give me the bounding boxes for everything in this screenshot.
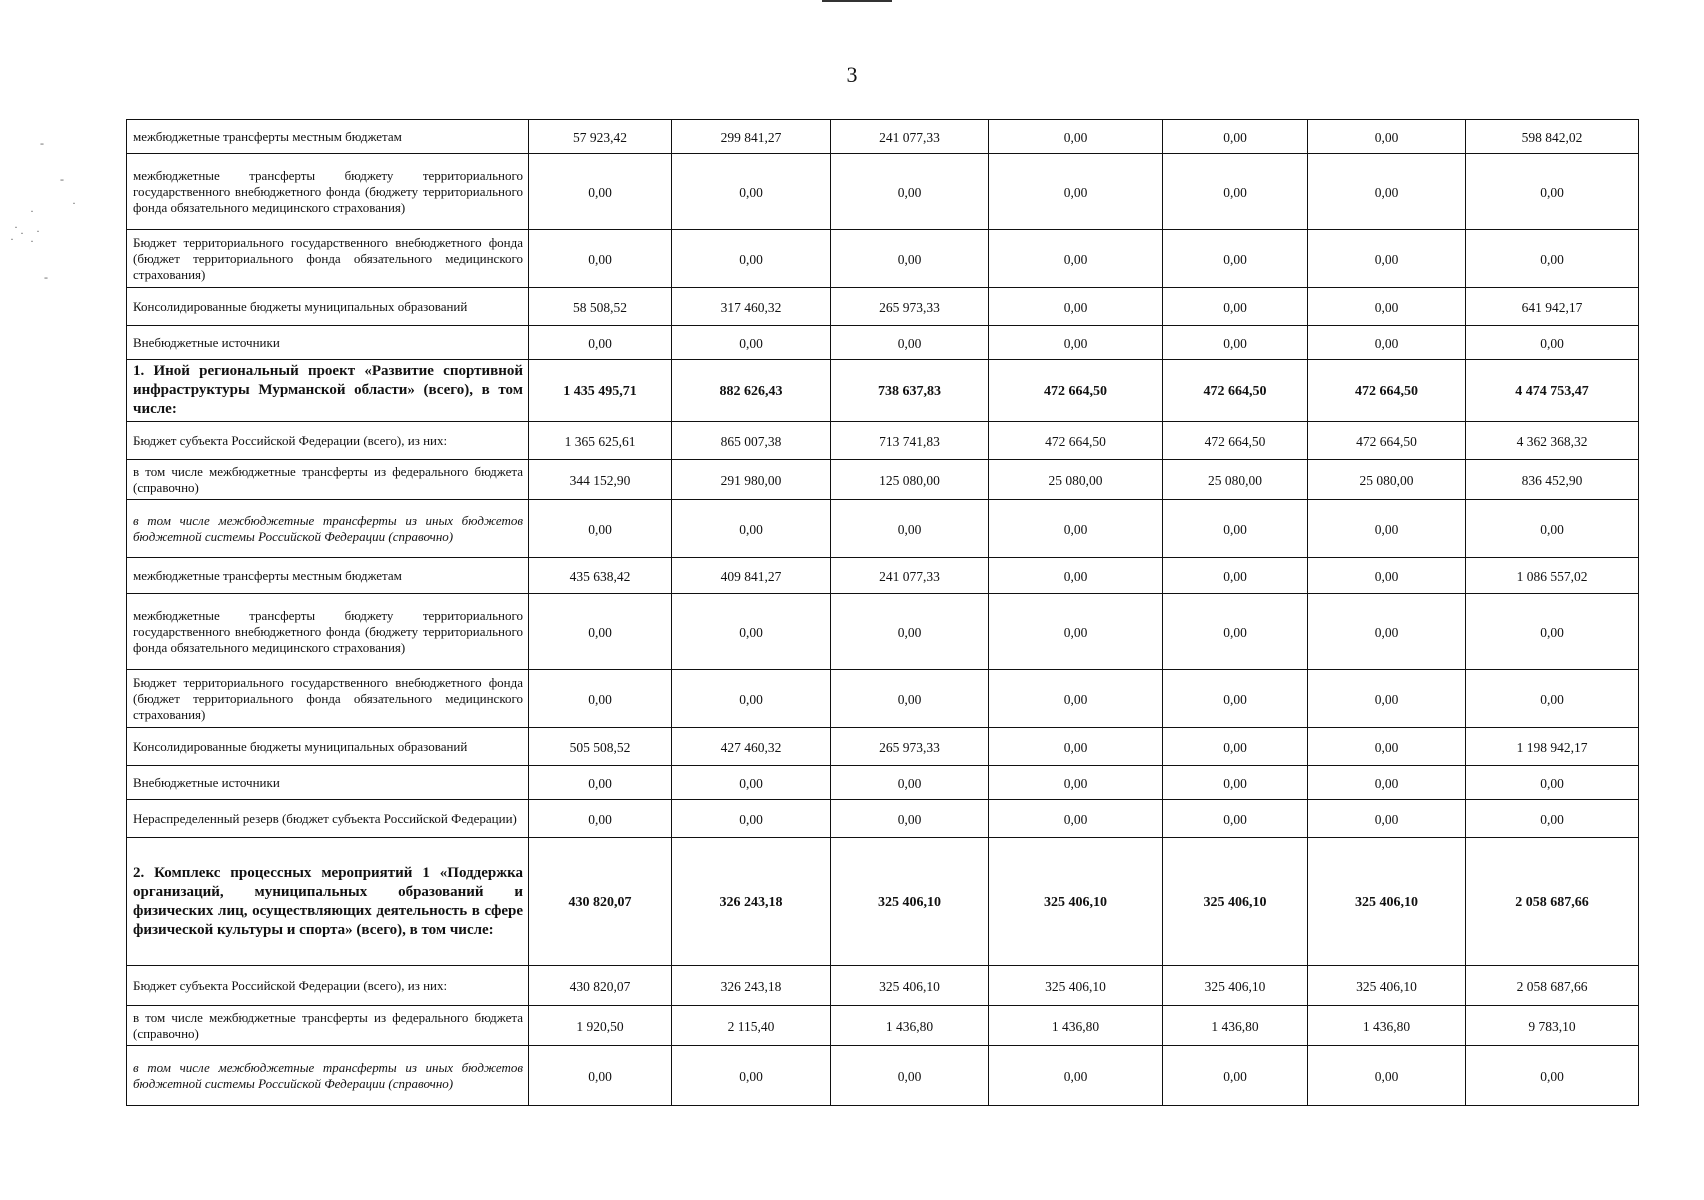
- value-cell: 713 741,83: [831, 422, 989, 460]
- value-cell: 0,00: [529, 766, 672, 800]
- row-total-cell: 0,00: [1466, 154, 1639, 230]
- table-row: [127, 288, 1639, 326]
- value-cell: 0,00: [1308, 288, 1466, 326]
- row-label: Внебюджетные источники: [127, 326, 529, 360]
- value-cell: 0,00: [1308, 326, 1466, 360]
- table-row: [127, 670, 1639, 728]
- value-cell: 0,00: [1308, 558, 1466, 594]
- value-cell: 472 664,50: [989, 360, 1163, 422]
- value-cell: 25 080,00: [1308, 460, 1466, 500]
- row-total-cell: 2 058 687,66: [1466, 838, 1639, 966]
- row-total-cell: 0,00: [1466, 800, 1639, 838]
- value-cell: 2 115,40: [672, 1006, 831, 1046]
- value-cell: 325 406,10: [1308, 966, 1466, 1006]
- value-cell: 505 508,52: [529, 728, 672, 766]
- value-cell: 430 820,07: [529, 838, 672, 966]
- value-cell: 0,00: [529, 500, 672, 558]
- table-row: [127, 728, 1639, 766]
- value-cell: 0,00: [672, 670, 831, 728]
- value-cell: 241 077,33: [831, 558, 989, 594]
- value-cell: 472 664,50: [1308, 360, 1466, 422]
- row-total-cell: 4 362 368,32: [1466, 422, 1639, 460]
- table-row: [127, 766, 1639, 800]
- table-row: [127, 838, 1639, 966]
- row-label: Внебюджетные источники: [127, 766, 529, 800]
- value-cell: 0,00: [529, 670, 672, 728]
- value-cell: 58 508,52: [529, 288, 672, 326]
- value-cell: 0,00: [989, 800, 1163, 838]
- row-label: межбюджетные трансферты бюджету территориального государственного внебюджетного фонда (бюджету территориального фонда обязательного медицинского страхования): [127, 154, 529, 230]
- value-cell: 0,00: [529, 1046, 672, 1106]
- value-cell: 0,00: [831, 500, 989, 558]
- value-cell: 0,00: [989, 766, 1163, 800]
- value-cell: 0,00: [989, 594, 1163, 670]
- table-row: [127, 558, 1639, 594]
- table-row: [127, 500, 1639, 558]
- value-cell: 325 406,10: [989, 838, 1163, 966]
- value-cell: 0,00: [672, 594, 831, 670]
- table-row: [127, 1046, 1639, 1106]
- value-cell: 325 406,10: [1308, 838, 1466, 966]
- value-cell: 430 820,07: [529, 966, 672, 1006]
- table-row: [127, 360, 1639, 422]
- row-label: межбюджетные трансферты бюджету территориального государственного внебюджетного фонда (бюджету территориального фонда обязательного медицинского страхования): [127, 594, 529, 670]
- value-cell: 0,00: [831, 230, 989, 288]
- row-total-cell: 598 842,02: [1466, 120, 1639, 154]
- value-cell: 0,00: [1308, 120, 1466, 154]
- value-cell: 1 436,80: [989, 1006, 1163, 1046]
- value-cell: 0,00: [831, 154, 989, 230]
- table-row: [127, 230, 1639, 288]
- value-cell: 0,00: [529, 800, 672, 838]
- row-label: Бюджет территориального государственного внебюджетного фонда (бюджет территориального фонда обязательного медицинского страхования): [127, 230, 529, 288]
- value-cell: 0,00: [989, 558, 1163, 594]
- value-cell: 1 436,80: [1163, 1006, 1308, 1046]
- value-cell: 0,00: [989, 670, 1163, 728]
- value-cell: 241 077,33: [831, 120, 989, 154]
- row-label: в том числе межбюджетные трансферты из иных бюджетов бюджетной системы Российской Федерации (справочно): [127, 1046, 529, 1106]
- value-cell: 0,00: [1163, 154, 1308, 230]
- value-cell: 882 626,43: [672, 360, 831, 422]
- value-cell: 0,00: [989, 230, 1163, 288]
- value-cell: 326 243,18: [672, 966, 831, 1006]
- row-total-cell: 0,00: [1466, 500, 1639, 558]
- row-label: Бюджет субъекта Российской Федерации (всего), из них:: [127, 966, 529, 1006]
- value-cell: 291 980,00: [672, 460, 831, 500]
- value-cell: 325 406,10: [831, 966, 989, 1006]
- row-label: Нераспределенный резерв (бюджет субъекта Российской Федерации): [127, 800, 529, 838]
- value-cell: 0,00: [672, 1046, 831, 1106]
- value-cell: 435 638,42: [529, 558, 672, 594]
- value-cell: 326 243,18: [672, 838, 831, 966]
- value-cell: 57 923,42: [529, 120, 672, 154]
- value-cell: 0,00: [1308, 154, 1466, 230]
- value-cell: 0,00: [1308, 230, 1466, 288]
- row-total-cell: 1 086 557,02: [1466, 558, 1639, 594]
- value-cell: 0,00: [989, 154, 1163, 230]
- value-cell: 344 152,90: [529, 460, 672, 500]
- value-cell: 1 365 625,61: [529, 422, 672, 460]
- row-label: в том числе межбюджетные трансферты из федерального бюджета (справочно): [127, 1006, 529, 1046]
- value-cell: 0,00: [1163, 288, 1308, 326]
- budget-table-body: [127, 120, 1639, 1106]
- value-cell: 0,00: [1308, 728, 1466, 766]
- row-total-cell: 0,00: [1466, 1046, 1639, 1106]
- value-cell: 0,00: [1163, 500, 1308, 558]
- value-cell: 0,00: [1163, 120, 1308, 154]
- value-cell: 1 436,80: [1308, 1006, 1466, 1046]
- value-cell: 472 664,50: [1163, 360, 1308, 422]
- table-row: [127, 800, 1639, 838]
- value-cell: 0,00: [1163, 594, 1308, 670]
- value-cell: 0,00: [672, 500, 831, 558]
- value-cell: 1 920,50: [529, 1006, 672, 1046]
- row-total-cell: 836 452,90: [1466, 460, 1639, 500]
- value-cell: 0,00: [672, 326, 831, 360]
- scan-margin-marks: - - · · · · · · · -: [10, 136, 76, 284]
- top-rule: [822, 0, 892, 2]
- value-cell: 325 406,10: [1163, 966, 1308, 1006]
- value-cell: 1 435 495,71: [529, 360, 672, 422]
- row-total-cell: 0,00: [1466, 326, 1639, 360]
- row-label: Консолидированные бюджеты муниципальных образований: [127, 728, 529, 766]
- value-cell: 0,00: [1163, 766, 1308, 800]
- value-cell: 0,00: [1163, 230, 1308, 288]
- value-cell: 325 406,10: [1163, 838, 1308, 966]
- value-cell: 0,00: [1308, 1046, 1466, 1106]
- value-cell: 0,00: [1163, 1046, 1308, 1106]
- value-cell: 427 460,32: [672, 728, 831, 766]
- value-cell: 0,00: [672, 154, 831, 230]
- value-cell: 0,00: [1163, 326, 1308, 360]
- value-cell: 0,00: [1308, 670, 1466, 728]
- value-cell: 738 637,83: [831, 360, 989, 422]
- table-row: [127, 594, 1639, 670]
- value-cell: 265 973,33: [831, 728, 989, 766]
- value-cell: 299 841,27: [672, 120, 831, 154]
- value-cell: 0,00: [831, 670, 989, 728]
- value-cell: 1 436,80: [831, 1006, 989, 1046]
- table-row: [127, 1006, 1639, 1046]
- value-cell: 0,00: [831, 1046, 989, 1106]
- value-cell: 0,00: [529, 594, 672, 670]
- value-cell: 0,00: [1308, 766, 1466, 800]
- value-cell: 125 080,00: [831, 460, 989, 500]
- value-cell: 325 406,10: [989, 966, 1163, 1006]
- value-cell: 472 664,50: [1308, 422, 1466, 460]
- row-label: в том числе межбюджетные трансферты из федерального бюджета (справочно): [127, 460, 529, 500]
- value-cell: 0,00: [831, 326, 989, 360]
- value-cell: 0,00: [989, 1046, 1163, 1106]
- row-total-cell: 0,00: [1466, 230, 1639, 288]
- table-row: [127, 460, 1639, 500]
- value-cell: 317 460,32: [672, 288, 831, 326]
- value-cell: 472 664,50: [1163, 422, 1308, 460]
- row-label: межбюджетные трансферты местным бюджетам: [127, 558, 529, 594]
- row-total-cell: 641 942,17: [1466, 288, 1639, 326]
- table-row: [127, 120, 1639, 154]
- value-cell: 0,00: [1308, 594, 1466, 670]
- value-cell: 0,00: [672, 230, 831, 288]
- value-cell: 0,00: [672, 800, 831, 838]
- value-cell: 472 664,50: [989, 422, 1163, 460]
- row-label: 2. Комплекс процессных мероприятий 1 «Поддержка организаций, муниципальных образований и физических лиц, осуществляющих деятельность в сфере физической культуры и спорта» (всего), в том числе:: [127, 838, 529, 966]
- value-cell: 0,00: [831, 766, 989, 800]
- row-total-cell: 2 058 687,66: [1466, 966, 1639, 1006]
- row-total-cell: 4 474 753,47: [1466, 360, 1639, 422]
- row-label: Бюджет субъекта Российской Федерации (всего), из них:: [127, 422, 529, 460]
- value-cell: 0,00: [989, 288, 1163, 326]
- row-label: межбюджетные трансферты местным бюджетам: [127, 120, 529, 154]
- value-cell: 409 841,27: [672, 558, 831, 594]
- value-cell: 0,00: [989, 728, 1163, 766]
- value-cell: 25 080,00: [1163, 460, 1308, 500]
- value-cell: 0,00: [1163, 728, 1308, 766]
- table-row: [127, 154, 1639, 230]
- value-cell: 0,00: [989, 120, 1163, 154]
- value-cell: 0,00: [1163, 558, 1308, 594]
- row-label: 1. Иной региональный проект «Развитие спортивной инфраструктуры Мурманской области» (всего), в том числе:: [127, 360, 529, 422]
- value-cell: 0,00: [529, 230, 672, 288]
- table-row: [127, 966, 1639, 1006]
- value-cell: 0,00: [989, 326, 1163, 360]
- value-cell: 865 007,38: [672, 422, 831, 460]
- row-label: Консолидированные бюджеты муниципальных образований: [127, 288, 529, 326]
- value-cell: 0,00: [529, 154, 672, 230]
- value-cell: 0,00: [989, 500, 1163, 558]
- row-label: в том числе межбюджетные трансферты из иных бюджетов бюджетной системы Российской Федерации (справочно): [127, 500, 529, 558]
- row-total-cell: 9 783,10: [1466, 1006, 1639, 1046]
- row-total-cell: 1 198 942,17: [1466, 728, 1639, 766]
- value-cell: 0,00: [1308, 500, 1466, 558]
- value-cell: 0,00: [1308, 800, 1466, 838]
- budget-table: [126, 119, 1639, 1106]
- page-number: 3: [846, 62, 858, 87]
- value-cell: 0,00: [1163, 670, 1308, 728]
- value-cell: 25 080,00: [989, 460, 1163, 500]
- row-total-cell: 0,00: [1466, 766, 1639, 800]
- value-cell: 0,00: [831, 594, 989, 670]
- value-cell: 265 973,33: [831, 288, 989, 326]
- value-cell: 0,00: [831, 800, 989, 838]
- value-cell: 0,00: [529, 326, 672, 360]
- table-row: [127, 326, 1639, 360]
- row-total-cell: 0,00: [1466, 670, 1639, 728]
- value-cell: 325 406,10: [831, 838, 989, 966]
- table-row: [127, 422, 1639, 460]
- row-total-cell: 0,00: [1466, 594, 1639, 670]
- value-cell: 0,00: [1163, 800, 1308, 838]
- value-cell: 0,00: [672, 766, 831, 800]
- row-label: Бюджет территориального государственного внебюджетного фонда (бюджет территориального фонда обязательного медицинского страхования): [127, 670, 529, 728]
